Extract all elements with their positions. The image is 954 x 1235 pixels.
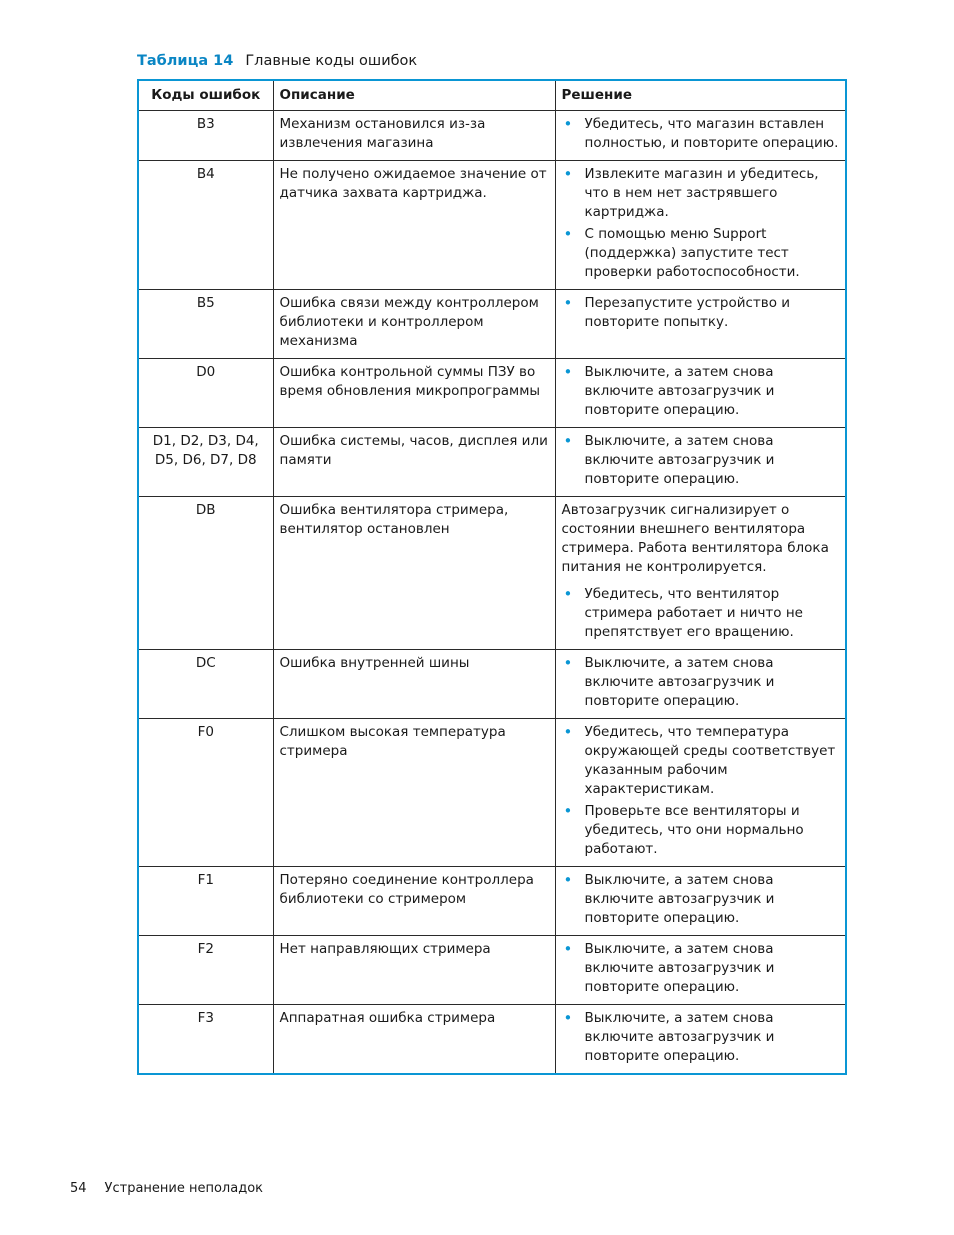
solution-cell [555, 359, 846, 428]
solution-bullet: • Выключите, а затем снова включите автозагрузчик и повторите операцию. [562, 1009, 840, 1066]
solution-cell [555, 161, 846, 290]
table-caption [137, 51, 417, 71]
page-number: 54 [70, 1181, 87, 1196]
table-body [138, 111, 846, 1075]
solution-bullet: • Выключите, а затем снова включите автозагрузчик и повторите операцию. [562, 432, 840, 489]
description-cell: Слишком высокая температура стримера [273, 719, 555, 867]
solution-cell [555, 936, 846, 1005]
error-code-cell: F2 [138, 936, 273, 1005]
table-row [138, 936, 846, 1005]
solution-bullet: • Выключите, а затем снова включите автозагрузчик и повторите операцию. [562, 871, 840, 928]
description-cell: Ошибка внутренней шины [273, 650, 555, 719]
solution-cell [555, 1005, 846, 1075]
table-caption-label: Таблица 14 [137, 53, 234, 69]
solution-list [562, 363, 840, 420]
description-cell: Аппаратная ошибка стримера [273, 1005, 555, 1075]
description-cell: Механизм остановился из-за извлечения магазина [273, 111, 555, 161]
solution-bullet: • Убедитесь, что вентилятор стримера работает и ничто не препятствует его вращению. [562, 585, 840, 642]
solution-cell [555, 719, 846, 867]
solution-bullet: • Убедитесь, что магазин вставлен полностью, и повторите операцию. [562, 115, 840, 153]
error-code-cell: F1 [138, 867, 273, 936]
error-code-cell: B5 [138, 290, 273, 359]
solution-list [562, 115, 840, 153]
table-header-row [138, 80, 846, 111]
table-row [138, 359, 846, 428]
solution-bullet: • Перезапустите устройство и повторите попытку. [562, 294, 840, 332]
error-code-cell: F0 [138, 719, 273, 867]
solution-list [562, 654, 840, 711]
table-row [138, 161, 846, 290]
solution-list [562, 432, 840, 489]
table-caption-title: Главные коды ошибок [245, 53, 418, 69]
page-footer [70, 1180, 263, 1198]
header-solution: Решение [555, 80, 846, 111]
error-code-cell: D0 [138, 359, 273, 428]
footer-section-title: Устранение неполадок [104, 1181, 264, 1196]
solution-cell [555, 497, 846, 650]
table-row [138, 428, 846, 497]
solution-list [562, 723, 840, 859]
description-cell: Ошибка системы, часов, дисплея или памяти [273, 428, 555, 497]
solution-list [562, 1009, 840, 1066]
solution-cell [555, 111, 846, 161]
error-code-cell: D1, D2, D3, D4, D5, D6, D7, D8 [138, 428, 273, 497]
solution-bullet: • Проверьте все вентиляторы и убедитесь, что они нормально работают. [562, 802, 840, 859]
solution-text: Автозагрузчик сигнализирует о состоянии внешнего вентилятора стримера. Работа вентилятора блока питания не контролируется. [561, 502, 829, 575]
description-cell: Нет направляющих стримера [273, 936, 555, 1005]
table-row [138, 111, 846, 161]
description-cell: Ошибка вентилятора стримера, вентилятор остановлен [273, 497, 555, 650]
table-row [138, 867, 846, 936]
table-row [138, 1005, 846, 1075]
solution-bullet: • Убедитесь, что температура окружающей среды соответствует указанным рабочим характеристикам. [562, 723, 840, 799]
error-codes-table [137, 79, 847, 1075]
error-code-cell: DC [138, 650, 273, 719]
solution-bullet: • Выключите, а затем снова включите автозагрузчик и повторите операцию. [562, 363, 840, 420]
description-cell: Ошибка связи между контроллером библиотеки и контроллером механизма [273, 290, 555, 359]
solution-bullet: • Выключите, а затем снова включите автозагрузчик и повторите операцию. [562, 654, 840, 711]
error-code-cell: F3 [138, 1005, 273, 1075]
solution-bullet: • Извлеките магазин и убедитесь, что в нем нет застрявшего картриджа. [562, 165, 840, 222]
solution-cell [555, 867, 846, 936]
solution-bullet: • С помощью меню Support (поддержка) запустите тест проверки работоспособности. [562, 225, 840, 282]
error-code-cell: DB [138, 497, 273, 650]
solution-list [562, 871, 840, 928]
error-code-cell: B3 [138, 111, 273, 161]
solution-list [562, 165, 840, 282]
description-cell: Ошибка контрольной суммы ПЗУ во время обновления микропрограммы [273, 359, 555, 428]
solution-list [562, 294, 840, 332]
description-cell: Не получено ожидаемое значение от датчика захвата картриджа. [273, 161, 555, 290]
table-row [138, 650, 846, 719]
table-row [138, 290, 846, 359]
header-description: Описание [273, 80, 555, 111]
table-row [138, 719, 846, 867]
solution-cell [555, 428, 846, 497]
solution-list [562, 585, 840, 642]
header-error-codes: Коды ошибок [138, 80, 273, 111]
solution-bullet: • Выключите, а затем снова включите автозагрузчик и повторите операцию. [562, 940, 840, 997]
table-row [138, 497, 846, 650]
error-code-cell: B4 [138, 161, 273, 290]
solution-cell [555, 650, 846, 719]
solution-list [562, 940, 840, 997]
description-cell: Потеряно соединение контроллера библиотеки со стримером [273, 867, 555, 936]
solution-cell [555, 290, 846, 359]
